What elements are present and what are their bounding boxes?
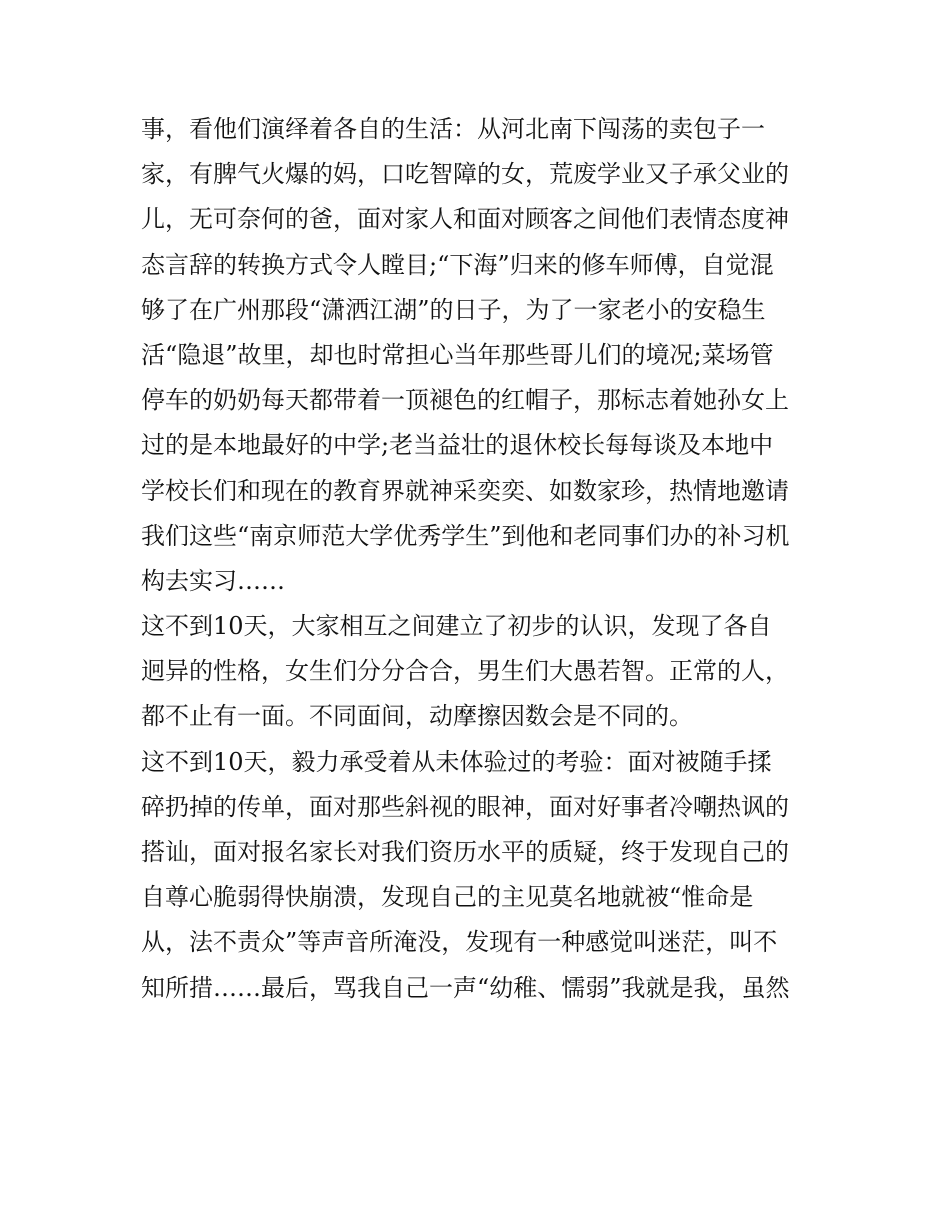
text-line: 事，看他们演绎着各自的生活：从河北南下闯荡的卖包子一 xyxy=(141,115,765,143)
text-line: 都不止有一面。不同面间，动摩擦因数会是不同的。 xyxy=(141,702,693,731)
text-line: 构去实习…… xyxy=(141,566,285,595)
text-line: 迥异的性格，女生们分分合合，男生们大愚若智。正常的人， xyxy=(141,657,789,686)
text-line: 家，有脾气火爆的妈，口吃智障的女，荒废学业又子承父业的 xyxy=(141,160,789,189)
text-line: 活“隐退”故里，却也时常担心当年那些哥儿们的境况;菜场管 xyxy=(141,340,774,369)
text-line: 自尊心脆弱得快崩溃，发现自己的主见莫名地就被“惟命是 xyxy=(141,883,754,912)
text-line: 停车的奶奶每天都带着一顶褪色的红帽子，那标志着她孙女上 xyxy=(141,386,789,415)
paragraph-start-line: 这不到10天，毅力承受着从未体验过的考验：面对被随手揉 xyxy=(141,747,772,776)
text-line: 过的是本地最好的中学;老当益壮的退休校长每每谈及本地中 xyxy=(141,431,774,460)
body-text xyxy=(141,107,831,1011)
text-line: 从，法不责众”等声音所淹没，发现有一种感觉叫迷茫，叫不 xyxy=(141,928,778,957)
paragraph-start-line: 这不到10天，大家相互之间建立了初步的认识，发现了各自 xyxy=(141,612,772,641)
text-line: 态言辞的转换方式令人瞠目;“下海”归来的修车师傅，自觉混 xyxy=(141,250,774,279)
text-line: 够了在广州那段“潇洒江湖”的日子，为了一家老小的安稳生 xyxy=(141,295,766,324)
text-line: 我们这些“南京师范大学优秀学生”到他和老同事们办的补习机 xyxy=(141,521,790,550)
text-line: 知所措……最后，骂我自己一声“幼稚、懦弱”我就是我，虽然 xyxy=(141,973,790,1002)
text-line: 碎扔掉的传单，面对那些斜视的眼神，面对好事者冷嘲热讽的 xyxy=(141,792,789,821)
text-line: 搭讪，面对报名家长对我们资历水平的质疑，终于发现自己的 xyxy=(141,838,789,866)
text-line: 儿，无可奈何的爸，面对家人和面对顾客之间他们表情态度神 xyxy=(141,205,789,234)
text-line: 学校长们和现在的教育界就神采奕奕、如数家珍，热情地邀请 xyxy=(141,476,789,505)
